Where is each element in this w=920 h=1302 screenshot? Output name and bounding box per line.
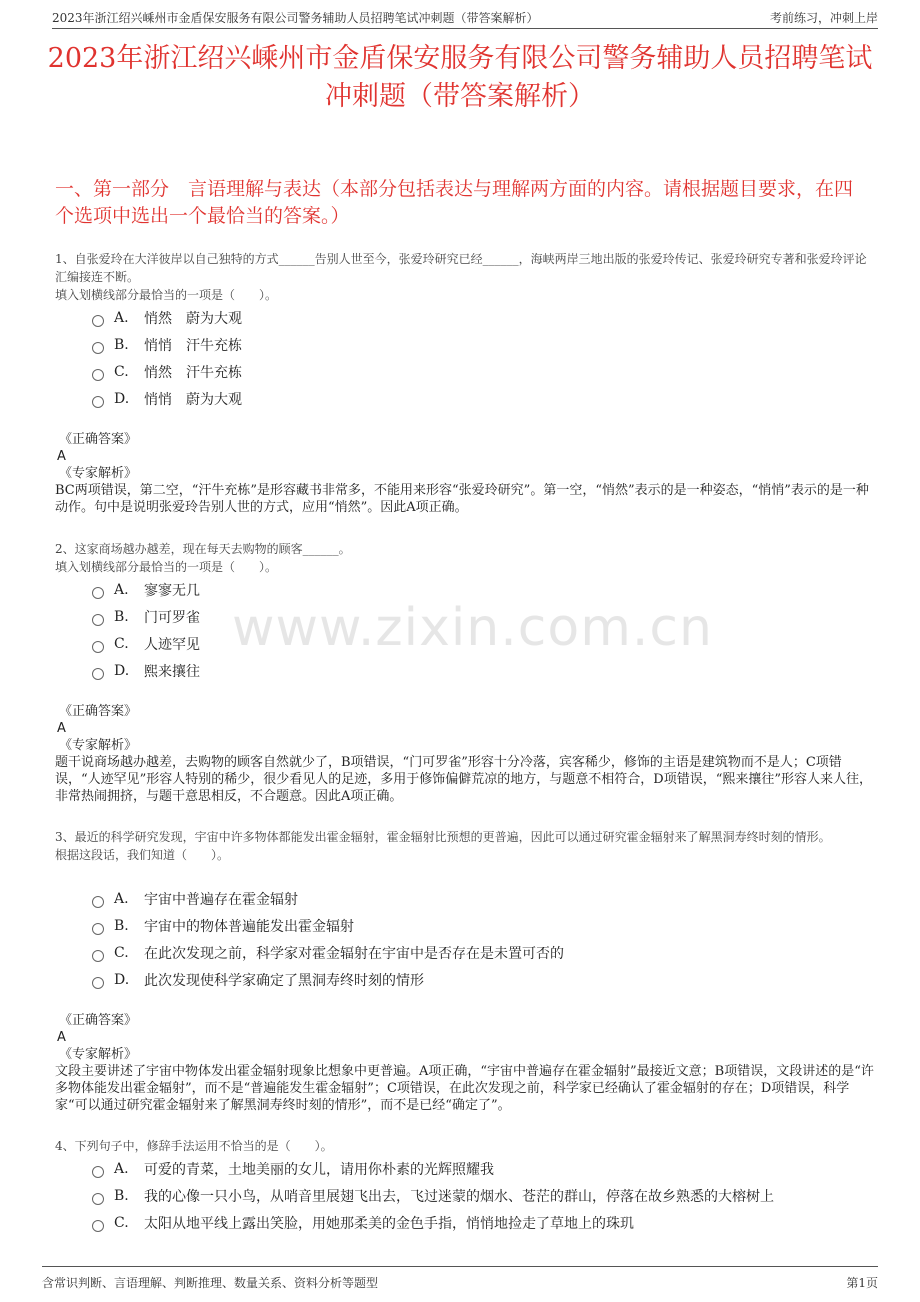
analysis-label: 《专家解析》 bbox=[59, 1047, 138, 1062]
question-prompt: 填入划横线部分最恰当的一项是（ ）。 bbox=[55, 288, 278, 302]
question-2-answer bbox=[55, 703, 878, 805]
analysis-text: BC两项错误，第二空，“汗牛充栋”是形容藏书非常多，不能用来形容“张爱玲研究”。第一空，“悄然”表示的是一种姿态，“悄悄”表示的是一种动作。句中是说明张爱玲告别人世的方式，应用“悄然”。因此A项正确。 bbox=[55, 483, 869, 515]
option-c[interactable]: C. 悄然 汗牛充栋 bbox=[92, 358, 878, 385]
footer-description: 含常识判断、言语理解、判断推理、数量关系、资料分析等题型 bbox=[42, 1276, 379, 1290]
radio-icon[interactable] bbox=[92, 396, 104, 408]
radio-icon[interactable] bbox=[92, 1193, 104, 1205]
page-footer bbox=[42, 1266, 878, 1291]
radio-icon[interactable] bbox=[92, 641, 104, 653]
answer-value: A bbox=[57, 1030, 66, 1045]
radio-icon[interactable] bbox=[92, 1166, 104, 1178]
option-b[interactable]: B. 宇宙中的物体普遍能发出霍金辐射 bbox=[92, 912, 878, 939]
section-title: 一、第一部分 言语理解与表达（本部分包括表达与理解两方面的内容。请根据题目要求，在四个选项中选出一个最恰当的答案。） bbox=[55, 178, 854, 227]
option-a[interactable]: A. 宇宙中普遍存在霍金辐射 bbox=[92, 885, 878, 912]
radio-icon[interactable] bbox=[92, 342, 104, 354]
radio-icon[interactable] bbox=[92, 1220, 104, 1232]
question-stem: 3、最近的科学研究发现，宇宙中许多物体都能发出霍金辐射，霍金辐射比预想的更普遍，因此可以通过研究霍金辐射来了解黑洞寿终时刻的情形。 bbox=[55, 830, 831, 844]
question-prompt: 根据这段话，我们知道（ ）。 bbox=[55, 848, 230, 862]
document-title: 2023年浙江绍兴嵊州市金盾保安服务有限公司警务辅助人员招聘笔试冲刺题（带答案解析） bbox=[47, 43, 873, 112]
question-stem: 1、自张爱玲在大洋彼岸以自己独特的方式______告别人世至今，张爱玲研究已经______，海峡两岸三地出版的张爱玲传记、张爱玲研究专著和张爱玲评论汇编接连不断。 bbox=[55, 252, 867, 284]
option-a[interactable]: A. 可爱的青菜，土地美丽的女儿，请用你朴素的光辉照耀我 bbox=[92, 1155, 878, 1182]
question-stem: 4、下列句子中，修辞手法运用不恰当的是（ ）。 bbox=[55, 1139, 333, 1153]
analysis-label: 《专家解析》 bbox=[59, 738, 138, 753]
question-3-answer bbox=[55, 1012, 878, 1114]
option-b[interactable]: B. 门可罗雀 bbox=[92, 603, 878, 630]
radio-icon[interactable] bbox=[92, 369, 104, 381]
question-3 bbox=[55, 828, 878, 864]
option-d[interactable]: D. 悄悄 蔚为大观 bbox=[92, 385, 878, 412]
option-b[interactable]: B. 我的心像一只小鸟，从哨音里展翅飞出去，飞过迷蒙的烟水、苍茫的群山，停落在故乡熟悉的大榕树上 bbox=[92, 1182, 878, 1209]
question-1-options bbox=[92, 304, 878, 412]
option-a[interactable]: A. 悄然 蔚为大观 bbox=[92, 304, 878, 331]
answer-label: 《正确答案》 bbox=[59, 1013, 138, 1028]
radio-icon[interactable] bbox=[92, 315, 104, 327]
option-d[interactable]: D. 熙来攘往 bbox=[92, 657, 878, 684]
question-2 bbox=[55, 540, 878, 576]
question-prompt: 填入划横线部分最恰当的一项是（ ）。 bbox=[55, 560, 278, 574]
question-2-options bbox=[92, 576, 878, 684]
radio-icon[interactable] bbox=[92, 923, 104, 935]
answer-value: A bbox=[57, 721, 66, 736]
analysis-label: 《专家解析》 bbox=[59, 466, 138, 481]
option-c[interactable]: C. 人迹罕见 bbox=[92, 630, 878, 657]
question-3-options bbox=[92, 885, 878, 993]
analysis-text: 文段主要讲述了宇宙中物体发出霍金辐射现象比想象中更普遍。A项正确，“宇宙中普遍存在霍金辐射”最接近文意；B项错误，文段讲述的是“许多物体能发出霍金辐射”，而不是“普遍能发生霍金辐射”；C项错误，在此次发现之前，科学家已经确认了霍金辐射的存在；D项错误，科学家“可以通过研究霍金辐射来了解黑洞寿终时刻的情形”，而不是已经“确定了”。 bbox=[55, 1064, 874, 1113]
option-b[interactable]: B. 悄悄 汗牛充栋 bbox=[92, 331, 878, 358]
option-a[interactable]: A. 寥寥无几 bbox=[92, 576, 878, 603]
question-4-options bbox=[92, 1155, 878, 1236]
answer-value: A bbox=[57, 449, 66, 464]
question-stem: 2、这家商场越办越差，现在每天去购物的顾客______。 bbox=[55, 542, 351, 556]
question-1-answer bbox=[55, 431, 878, 516]
answer-label: 《正确答案》 bbox=[59, 704, 138, 719]
page-number: 第1页 bbox=[846, 1276, 878, 1290]
analysis-text: 题干说商场越办越差，去购物的顾客自然就少了，B项错误，“门可罗雀”形容十分冷落，宾客稀少，修饰的主语是建筑物而不是人；C项错误，“人迹罕见”形容人特别的稀少，很少看见人的足迹，多用于修饰偏僻荒凉的地方，与题意不相符合，D项错误，“熙来攘往”形容人来人往，非常热闹拥挤，与题干意思相反，不合题意。因此A项正确。 bbox=[55, 755, 873, 804]
radio-icon[interactable] bbox=[92, 668, 104, 680]
watermark: www.zixin.com.cn bbox=[232, 598, 713, 658]
header-doc-title: 2023年浙江绍兴嵊州市金盾保安服务有限公司警务辅助人员招聘笔试冲刺题（带答案解析） bbox=[52, 10, 539, 25]
radio-icon[interactable] bbox=[92, 977, 104, 989]
option-c[interactable]: C. 太阳从地平线上露出笑脸，用她那柔美的金色手指，悄悄地捡走了草地上的珠玑 bbox=[92, 1209, 878, 1236]
question-1 bbox=[55, 250, 878, 304]
option-c[interactable]: C. 在此次发现之前，科学家对霍金辐射在宇宙中是否存在是未置可否的 bbox=[92, 939, 878, 966]
answer-label: 《正确答案》 bbox=[59, 432, 138, 447]
radio-icon[interactable] bbox=[92, 896, 104, 908]
radio-icon[interactable] bbox=[92, 950, 104, 962]
radio-icon[interactable] bbox=[92, 614, 104, 626]
page-header bbox=[52, 6, 878, 29]
header-slogan: 考前练习，冲刺上岸 bbox=[769, 10, 878, 25]
question-4 bbox=[55, 1137, 878, 1155]
radio-icon[interactable] bbox=[92, 587, 104, 599]
option-d[interactable]: D. 此次发现使科学家确定了黑洞寿终时刻的情形 bbox=[92, 966, 878, 993]
